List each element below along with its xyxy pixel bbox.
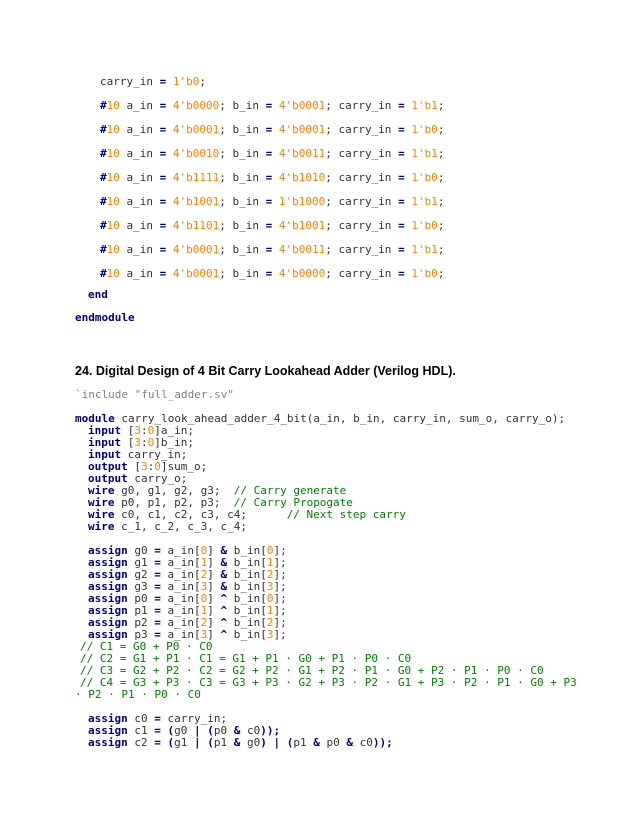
code-wire-g: wire g0, g1, g2, g3; // Carry generate [88,484,347,497]
code-assign-p2: assign p2 = a_in[2] ^ b_in[2]; [88,616,287,629]
code-testvector-line: #10 a_in = 4'b0010; b_in = 4'b0011; carry_in = 1'b1; [100,147,445,160]
code-module-decl: module carry_look_ahead_adder_4_bit(a_in, b_in, carry_in, sum_o, carry_o); [75,412,566,425]
code-testvector-line: #10 a_in = 4'b0001; b_in = 4'b0000; carry_in = 1'b0; [100,267,445,280]
code-comment-c4: // C4 = G3 + P3 · C3 = G3 + P3 · G2 + P3 · P2 · G1 + P3 · P2 · P1 · G0 + P3 [80,676,577,689]
code-port-a: input [3:0]a_in; [88,424,194,437]
code-testvector-line: #10 a_in = 4'b0000; b_in = 4'b0001; carry_in = 1'b1; [100,99,445,112]
code-port-sum: output [3:0]sum_o; [88,460,208,473]
code-assign-p3: assign p3 = a_in[3] ^ b_in[3]; [88,628,287,641]
code-comment-c2: // C2 = G1 + P1 · C1 = G1 + P1 · G0 + P1 · P0 · C0 [80,652,412,665]
code-comment-c1: // C1 = G0 + P0 · C0 [80,640,213,653]
code-assign-c0: assign c0 = carry_in; [88,712,228,725]
code-wire-p: wire p0, p1, p2, p3; // Carry Propogate [88,496,353,509]
code-testvector-line: #10 a_in = 4'b0001; b_in = 4'b0011; carry_in = 1'b1; [100,243,445,256]
code-testvector-line: #10 a_in = 4'b1111; b_in = 4'b1010; carry_in = 1'b0; [100,171,445,184]
code-comment-c4-cont: · P2 · P1 · P0 · C0 [75,688,201,701]
code-assign-g0: assign g0 = a_in[0] & b_in[0]; [88,544,287,557]
code-assign-p1: assign p1 = a_in[1] ^ b_in[1]; [88,604,287,617]
code-assign-p0: assign p0 = a_in[0] ^ b_in[0]; [88,592,287,605]
code-assign-g2: assign g2 = a_in[2] & b_in[2]; [88,568,287,581]
code-testvector-line: #10 a_in = 4'b1001; b_in = 1'b1000; carry_in = 1'b1; [100,195,445,208]
section-heading: 24. Digital Design of 4 Bit Carry Lookahead Adder (Verilog HDL). [75,364,456,378]
code-wire-c: wire c0, c1, c2, c3, c4; // Next step carry [88,508,406,521]
code-assign-c2: assign c2 = (g1 | (p1 & g0) | (p1 & p0 & c0)); [88,736,393,749]
code-port-b: input [3:0]b_in; [88,436,194,449]
code-include: `include "full_adder.sv" [75,388,234,401]
code-assign-c1: assign c1 = (g0 | (p0 & c0)); [88,724,281,737]
code-end: end [88,288,108,301]
code-comment-c3: // C3 = G2 + P2 · C2 = G2 + P2 · G1 + P2 · P1 · G0 + P2 · P1 · P0 · C0 [80,664,544,677]
code-assign-g1: assign g1 = a_in[1] & b_in[1]; [88,556,287,569]
code-wire-cc: wire c_1, c_2, c_3, c_4; [88,520,247,533]
code-assign-g3: assign g3 = a_in[3] & b_in[3]; [88,580,287,593]
code-port-cin: input carry_in; [88,448,188,461]
code-testvector-line: #10 a_in = 4'b0001; b_in = 4'b0001; carry_in = 1'b0; [100,123,445,136]
code-testvector-line: #10 a_in = 4'b1101; b_in = 4'b1001; carry_in = 1'b0; [100,219,445,232]
code-port-cout: output carry_o; [88,472,188,485]
code-endmodule: endmodule [75,311,135,324]
code-line-carry-in: carry_in = 1'b0; [100,75,206,88]
